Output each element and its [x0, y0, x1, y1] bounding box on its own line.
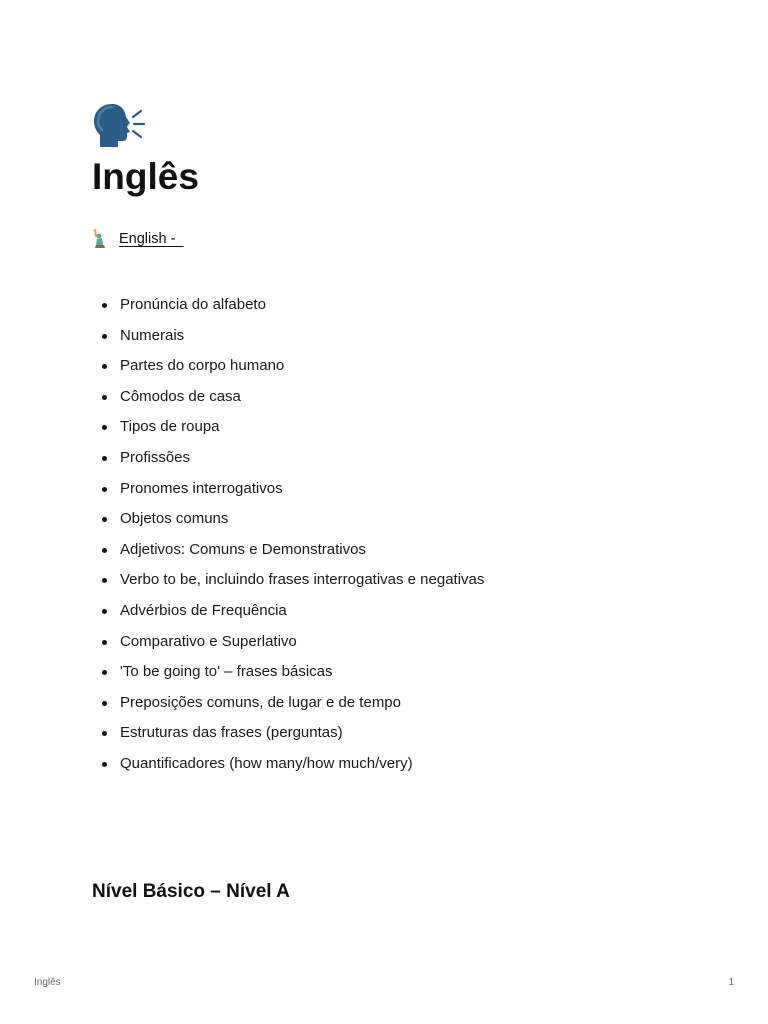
list-item: [92, 688, 484, 719]
list-item: [92, 535, 484, 566]
list-item-text: Advérbios de Frequência: [120, 601, 287, 619]
list-item: [92, 412, 484, 443]
list-item: [92, 351, 484, 382]
list-item-text: Adjetivos: Comuns e Demonstrativos: [120, 540, 366, 558]
page-title: Inglês: [92, 156, 199, 197]
list-item-text: Estruturas das frases (perguntas): [120, 724, 343, 742]
list-item-text: Quantificadores (how many/how much/very): [120, 754, 413, 772]
footer-page-number: 1: [728, 977, 734, 988]
list-item-text: Pronomes interrogativos: [120, 479, 283, 497]
list-item: [92, 596, 484, 627]
bullet-icon: [102, 670, 107, 675]
bullet-icon: [102, 762, 107, 767]
list-item-text: Comparativo e Superlativo: [120, 632, 297, 650]
bullet-icon: [102, 334, 107, 339]
list-item-text: Tipos de roupa: [120, 418, 220, 436]
bullet-icon: [102, 517, 107, 522]
bullet-icon: [102, 456, 107, 461]
list-item: [92, 290, 484, 321]
section-heading: Nível Básico – Nível A: [92, 881, 290, 902]
bullet-icon: [102, 425, 107, 430]
bullet-icon: [102, 701, 107, 706]
bullet-icon: [102, 640, 107, 645]
list-item: [92, 504, 484, 535]
list-item: [92, 749, 484, 780]
english-link[interactable]: English -: [119, 231, 184, 247]
list-item: [92, 443, 484, 474]
bullet-icon: [102, 364, 107, 369]
list-item: [92, 382, 484, 413]
footer-document-title: Inglês: [34, 977, 61, 988]
list-item-text: Preposições comuns, de lugar e de tempo: [120, 693, 401, 711]
bullet-icon: [102, 578, 107, 583]
list-item-text: Numerais: [120, 326, 185, 344]
bullet-icon: [102, 609, 107, 614]
statue-of-liberty-icon: [92, 229, 110, 249]
list-item: [92, 321, 484, 352]
topic-list: [92, 290, 484, 780]
list-item-text: Pronúncia do alfabeto: [120, 296, 266, 313]
link-row: [92, 228, 183, 250]
list-item-text: Verbo to be, incluindo frases interrogativas e negativas: [120, 571, 485, 589]
list-item-text: Profissões: [120, 448, 191, 466]
list-item-text: 'To be going to' – frases básicas: [120, 663, 333, 681]
bullet-icon: [102, 731, 107, 736]
list-item: [92, 565, 484, 596]
bullet-icon: [102, 548, 107, 553]
list-item: [92, 627, 484, 658]
list-item-text: Partes do corpo humano: [120, 357, 285, 375]
list-item-text: Objetos comuns: [120, 510, 229, 528]
list-item-text: Cômodos de casa: [120, 387, 241, 405]
speaking-head-icon: [92, 102, 148, 148]
list-item: [92, 474, 484, 505]
bullet-icon: [102, 303, 107, 308]
list-item: [92, 657, 484, 688]
bullet-icon: [102, 487, 107, 492]
bullet-icon: [102, 395, 107, 400]
list-item: [92, 718, 484, 749]
